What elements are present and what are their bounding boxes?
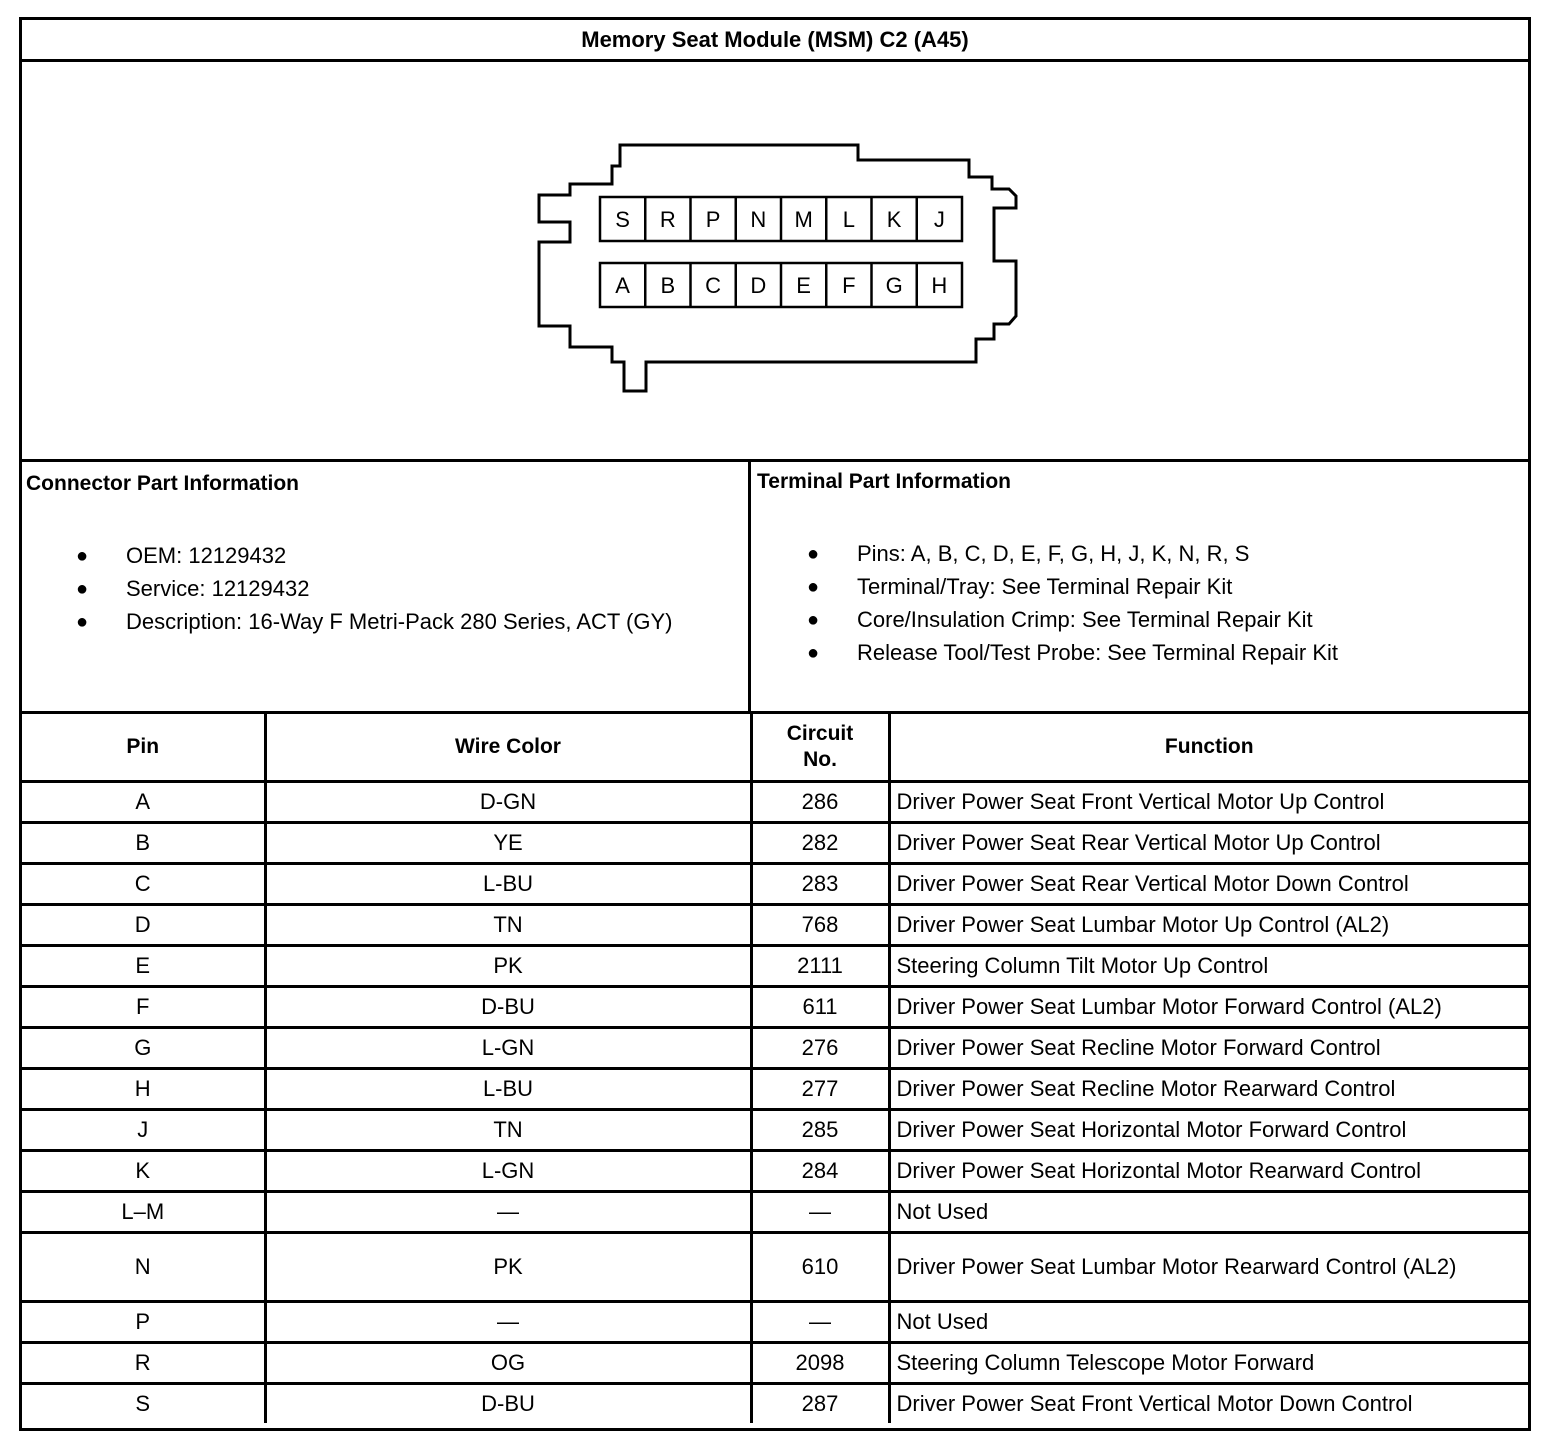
cavity-label-b: B bbox=[660, 273, 676, 298]
table-row bbox=[22, 864, 1528, 905]
connector-info-heading: Connector Part Information bbox=[26, 472, 300, 495]
cavity-label-k: K bbox=[886, 207, 902, 232]
table-row bbox=[22, 1192, 1528, 1233]
cell-function: Steering Column Tilt Motor Up Control bbox=[889, 946, 1528, 987]
cell-function: Not Used bbox=[889, 1302, 1528, 1343]
list-item: ● Description: 16-Way F Metri-Pack 280 Series, ACT (GY) bbox=[76, 609, 673, 634]
table-row bbox=[22, 1028, 1528, 1069]
cell-pin: N bbox=[22, 1233, 265, 1302]
cavity-label-n: N bbox=[750, 207, 767, 232]
pin-table bbox=[22, 714, 1528, 1423]
table-row bbox=[22, 823, 1528, 864]
cell-pin: S bbox=[22, 1384, 265, 1424]
header-function: Function bbox=[889, 714, 1528, 782]
cell-wire-color: — bbox=[265, 1302, 751, 1343]
cell-wire-color: L-GN bbox=[265, 1028, 751, 1069]
cell-function: Driver Power Seat Rear Vertical Motor Up Control bbox=[889, 823, 1528, 864]
cell-wire-color: — bbox=[265, 1192, 751, 1233]
cell-wire-color: D-GN bbox=[265, 782, 751, 823]
cell-circuit: — bbox=[751, 1302, 889, 1343]
cell-pin: G bbox=[22, 1028, 265, 1069]
cell-pin: P bbox=[22, 1302, 265, 1343]
cell-wire-color: L-BU bbox=[265, 1069, 751, 1110]
cell-pin: H bbox=[22, 1069, 265, 1110]
header-pin: Pin bbox=[22, 714, 265, 782]
cell-function: Driver Power Seat Rear Vertical Motor Down Control bbox=[889, 864, 1528, 905]
list-item: ● Core/Insulation Crimp: See Terminal Repair Kit bbox=[807, 607, 1313, 632]
cell-circuit: 282 bbox=[751, 823, 889, 864]
table-row bbox=[22, 1151, 1528, 1192]
cell-pin: F bbox=[22, 987, 265, 1028]
connector-document bbox=[19, 17, 1531, 1431]
part-information-row bbox=[22, 462, 1528, 714]
cell-wire-color: YE bbox=[265, 823, 751, 864]
cavity-label-g: G bbox=[885, 273, 903, 298]
table-row bbox=[22, 905, 1528, 946]
cell-circuit: 284 bbox=[751, 1151, 889, 1192]
pin-cavities bbox=[600, 197, 962, 307]
cavity-label-j: J bbox=[933, 207, 945, 232]
cell-pin: R bbox=[22, 1343, 265, 1384]
cell-pin: L–M bbox=[22, 1192, 265, 1233]
cavity-label-c: C bbox=[705, 273, 722, 298]
cavity-label-e: E bbox=[796, 273, 811, 298]
list-item: ● Service: 12129432 bbox=[76, 576, 310, 601]
table-row bbox=[22, 987, 1528, 1028]
table-row bbox=[22, 1302, 1528, 1343]
cell-function: Driver Power Seat Horizontal Motor Forward Control bbox=[889, 1110, 1528, 1151]
cell-wire-color: TN bbox=[265, 905, 751, 946]
connector-part-information bbox=[22, 462, 751, 711]
connector-face-diagram bbox=[22, 62, 1528, 462]
list-item: ● Pins: A, B, C, D, E, F, G, H, J, K, N, R, S bbox=[807, 541, 1250, 566]
document-title: Memory Seat Module (MSM) C2 (A45) bbox=[22, 20, 1528, 62]
cell-function: Driver Power Seat Horizontal Motor Rearward Control bbox=[889, 1151, 1528, 1192]
table-row bbox=[22, 946, 1528, 987]
cavity-label-r: R bbox=[659, 207, 676, 232]
cavity-label-p: P bbox=[705, 207, 721, 232]
cell-function: Not Used bbox=[889, 1192, 1528, 1233]
terminal-part-information bbox=[751, 462, 1528, 711]
cavity-label-d: D bbox=[750, 273, 767, 298]
cell-function: Driver Power Seat Front Vertical Motor Down Control bbox=[889, 1384, 1528, 1424]
cell-function: Driver Power Seat Lumbar Motor Rearward Control (AL2) bbox=[889, 1233, 1528, 1302]
cavity-label-m: M bbox=[794, 207, 813, 232]
cell-pin: C bbox=[22, 864, 265, 905]
cell-circuit: 283 bbox=[751, 864, 889, 905]
cell-wire-color: PK bbox=[265, 1233, 751, 1302]
cell-pin: A bbox=[22, 782, 265, 823]
cell-wire-color: L-GN bbox=[265, 1151, 751, 1192]
header-wire-color: Wire Color bbox=[265, 714, 751, 782]
cell-circuit: 276 bbox=[751, 1028, 889, 1069]
cell-pin: E bbox=[22, 946, 265, 987]
cell-wire-color: OG bbox=[265, 1343, 751, 1384]
cell-circuit: 768 bbox=[751, 905, 889, 946]
cavity-label-f: F bbox=[842, 273, 856, 298]
list-item: ● Terminal/Tray: See Terminal Repair Kit bbox=[807, 574, 1233, 599]
cell-pin: B bbox=[22, 823, 265, 864]
cavity-label-a: A bbox=[615, 273, 630, 298]
cell-wire-color: D-BU bbox=[265, 987, 751, 1028]
cell-circuit: 286 bbox=[751, 782, 889, 823]
cell-wire-color: L-BU bbox=[265, 864, 751, 905]
terminal-info-list bbox=[807, 540, 1517, 672]
cell-function: Driver Power Seat Recline Motor Rearward Control bbox=[889, 1069, 1528, 1110]
cavity-label-s: S bbox=[615, 207, 630, 232]
cell-circuit: 277 bbox=[751, 1069, 889, 1110]
table-row bbox=[22, 1384, 1528, 1424]
list-item: ● OEM: 12129432 bbox=[76, 543, 287, 568]
cell-pin: J bbox=[22, 1110, 265, 1151]
cell-circuit: 611 bbox=[751, 987, 889, 1028]
table-row bbox=[22, 1233, 1528, 1302]
header-circuit-no: Circuit No. bbox=[751, 714, 889, 782]
cell-pin: D bbox=[22, 905, 265, 946]
cell-circuit: 2098 bbox=[751, 1343, 889, 1384]
connector-housing-outline bbox=[539, 145, 1016, 391]
cell-circuit: — bbox=[751, 1192, 889, 1233]
table-row bbox=[22, 782, 1528, 823]
cell-wire-color: D-BU bbox=[265, 1384, 751, 1424]
list-item: ● Release Tool/Test Probe: See Terminal Repair Kit bbox=[807, 640, 1338, 665]
cell-circuit: 610 bbox=[751, 1233, 889, 1302]
cell-wire-color: PK bbox=[265, 946, 751, 987]
connector-info-list bbox=[76, 542, 726, 641]
terminal-info-heading: Terminal Part Information bbox=[757, 470, 1011, 493]
cell-function: Driver Power Seat Lumbar Motor Forward Control (AL2) bbox=[889, 987, 1528, 1028]
cavity-label-h: H bbox=[931, 273, 948, 298]
table-row bbox=[22, 1069, 1528, 1110]
table-row bbox=[22, 1343, 1528, 1384]
cell-wire-color: TN bbox=[265, 1110, 751, 1151]
connector-face-svg bbox=[22, 62, 1528, 462]
cell-function: Driver Power Seat Front Vertical Motor Up Control bbox=[889, 782, 1528, 823]
cell-function: Driver Power Seat Recline Motor Forward Control bbox=[889, 1028, 1528, 1069]
cell-circuit: 2111 bbox=[751, 946, 889, 987]
table-row bbox=[22, 1110, 1528, 1151]
cell-circuit: 285 bbox=[751, 1110, 889, 1151]
cavity-label-l: L bbox=[842, 207, 855, 232]
cell-function: Driver Power Seat Lumbar Motor Up Control (AL2) bbox=[889, 905, 1528, 946]
cell-pin: K bbox=[22, 1151, 265, 1192]
cell-function: Steering Column Telescope Motor Forward bbox=[889, 1343, 1528, 1384]
table-header-row bbox=[22, 714, 1528, 782]
cell-circuit: 287 bbox=[751, 1384, 889, 1424]
